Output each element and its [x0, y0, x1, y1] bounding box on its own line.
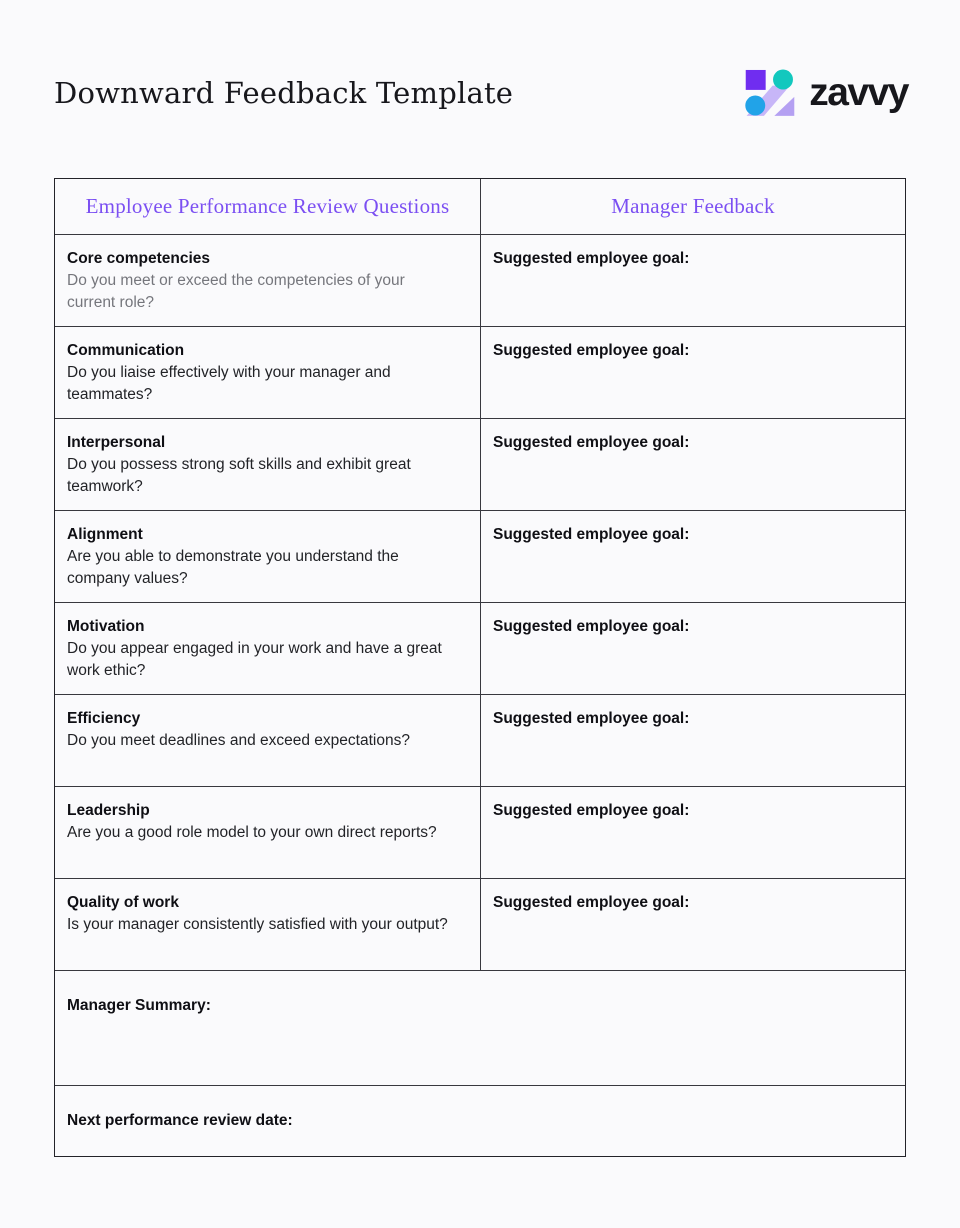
feedback-cell [480, 879, 905, 970]
feedback-label: Suggested employee goal: [493, 342, 690, 359]
feedback-cell [480, 511, 905, 602]
table-header-row [55, 179, 905, 234]
question-text: Do you appear engaged in your work and have a great work ethic? [67, 640, 442, 679]
question-text: Is your manager consistently satisfied with your output? [67, 916, 448, 933]
question-cell [55, 235, 480, 326]
column-header-feedback: Manager Feedback [480, 179, 905, 234]
question-cell [55, 603, 480, 694]
table-row [55, 326, 905, 418]
next-review-date-row [55, 1085, 905, 1156]
question-text: Do you meet or exceed the competencies of your current role? [67, 272, 405, 311]
page-title: Downward Feedback Template [54, 75, 514, 110]
question-text: Do you possess strong soft skills and exhibit great teamwork? [67, 456, 411, 495]
question-cell [55, 879, 480, 970]
question-title: Leadership [67, 802, 150, 819]
question-cell [55, 327, 480, 418]
question-cell [55, 419, 480, 510]
question-cell [55, 695, 480, 786]
table-row [55, 602, 905, 694]
table-row [55, 878, 905, 970]
question-text: Do you liaise effectively with your manager and teammates? [67, 364, 391, 403]
feedback-cell [480, 787, 905, 878]
table-row [55, 694, 905, 786]
feedback-cell [480, 327, 905, 418]
question-cell [55, 787, 480, 878]
zavvy-wordmark: zavvy [809, 71, 908, 114]
table-row [55, 786, 905, 878]
feedback-cell [480, 695, 905, 786]
manager-summary-row [55, 970, 905, 1085]
feedback-label: Suggested employee goal: [493, 526, 690, 543]
question-text: Do you meet deadlines and exceed expectations? [67, 732, 410, 749]
feedback-cell [480, 419, 905, 510]
question-title: Communication [67, 342, 185, 359]
feedback-cell [480, 235, 905, 326]
question-title: Core competencies [67, 250, 210, 267]
question-title: Interpersonal [67, 434, 166, 451]
table-row [55, 510, 905, 602]
question-title: Motivation [67, 618, 145, 635]
question-title: Efficiency [67, 710, 141, 727]
table-row [55, 418, 905, 510]
feedback-label: Suggested employee goal: [493, 802, 690, 819]
question-text: Are you able to demonstrate you understand the company values? [67, 548, 399, 587]
feedback-label: Suggested employee goal: [493, 434, 690, 451]
next-review-date-label: Next performance review date: [67, 1112, 293, 1129]
feedback-table [54, 178, 906, 1157]
question-title: Quality of work [67, 894, 179, 911]
table-row [55, 234, 905, 326]
manager-summary-label: Manager Summary: [67, 997, 211, 1014]
column-header-questions: Employee Performance Review Questions [85, 194, 450, 218]
question-title: Alignment [67, 526, 143, 543]
feedback-label: Suggested employee goal: [493, 618, 690, 635]
document-header [54, 68, 908, 117]
question-cell [55, 511, 480, 602]
feedback-label: Suggested employee goal: [493, 894, 690, 911]
feedback-cell [480, 603, 905, 694]
feedback-label: Suggested employee goal: [493, 250, 690, 267]
question-text: Are you a good role model to your own direct reports? [67, 824, 437, 841]
feedback-label: Suggested employee goal: [493, 710, 690, 727]
zavvy-logo-icon [744, 68, 796, 117]
zavvy-logo [744, 68, 908, 117]
